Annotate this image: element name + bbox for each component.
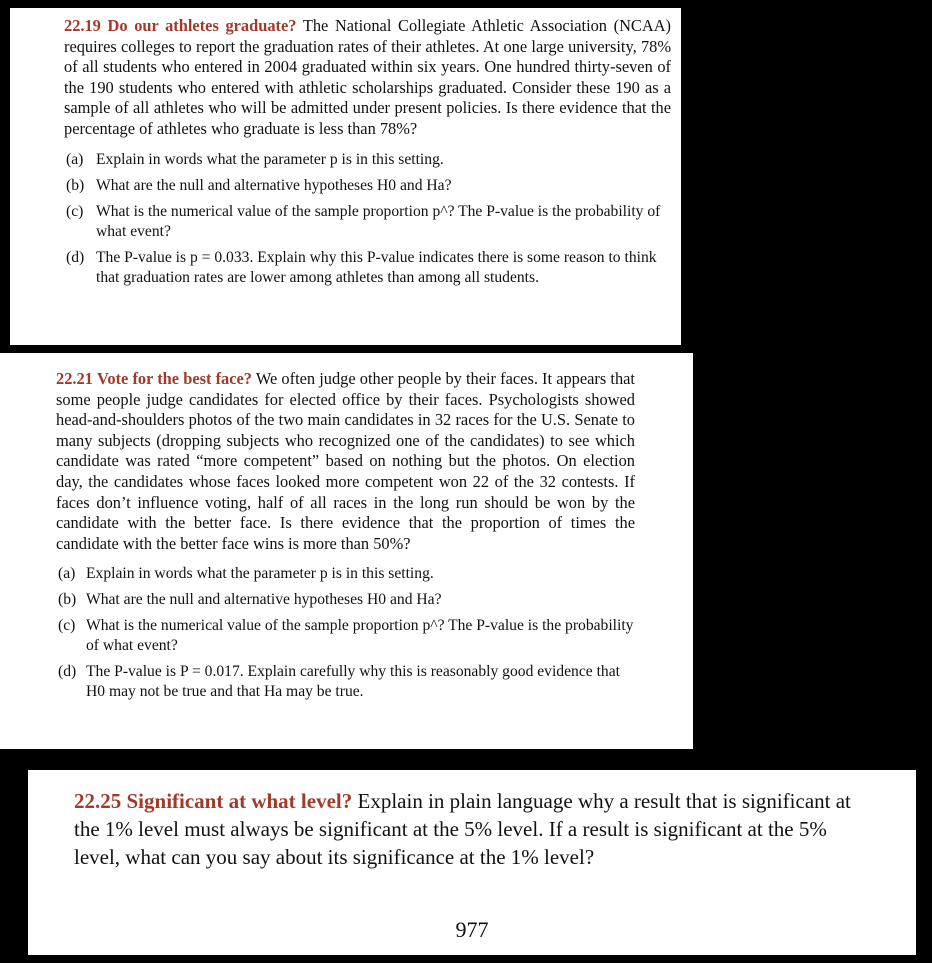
exercise-title: Do our athletes graduate? <box>107 16 297 35</box>
exercise-stem <box>74 787 876 871</box>
exercise-parts <box>58 564 635 702</box>
part-a <box>66 150 671 170</box>
part-label: (d) <box>66 248 85 266</box>
part-text: What are the null and alternative hypotheses H0 and Ha? <box>86 591 442 609</box>
part-label: (c) <box>58 617 76 635</box>
part-label: (b) <box>58 591 77 609</box>
part-c <box>66 202 671 242</box>
exercise-22-25 <box>28 770 916 955</box>
part-text: What is the numerical value of the sample proportion p^? The P-value is the probability of what event? <box>86 617 634 655</box>
exercise-22-21 <box>0 353 693 749</box>
page-number: 977 <box>455 917 489 942</box>
part-label: (d) <box>58 663 77 681</box>
part-text: What are the null and alternative hypotheses H0 and Ha? <box>96 176 452 194</box>
exercise-22-19 <box>10 8 681 345</box>
part-b <box>66 176 671 196</box>
part-d <box>66 248 671 288</box>
exercise-body: We often judge other people by their faces. It appears that some people judge candidates for elected office by their faces. Psychologists showed head-and-shoulders photos of the two main candidates in 32 races for the U.S. Senate to many subjects (dropping subjects who recognized one of the candidates) to see which candidate was rated “more competent” based on nothing but the photos. On election day, the candidates whose faces looked more competent won 22 of the 32 contests. If faces don’t influence voting, half of all races in the long run should be won by the candidate with the better face. Is there evidence that the proportion of times the candidate with the better face wins is more than 50%? <box>56 369 635 553</box>
exercise-number: 22.25 <box>74 789 122 813</box>
part-a <box>58 564 635 584</box>
exercise-stem <box>64 16 671 140</box>
part-text: The P-value is P = 0.017. Explain carefully why this is reasonably good evidence that H0 may not be true and that Ha may be true. <box>86 663 620 701</box>
part-label: (c) <box>66 202 84 220</box>
exercise-parts <box>66 150 671 288</box>
exercise-body: The National Collegiate Athletic Association (NCAA) requires colleges to report the graduation rates of their athletes. At one large university, 78% of all students who entered in 2004 graduated within six years. One hundred thirty-seven of the 190 students who entered with athletic scholarships graduated. Consider these 190 as a sample of all athletes who will be admitted under present policies. Is there evidence that the percentage of athletes who graduate is less than 78%? <box>64 16 671 138</box>
exercise-title: Vote for the best face? <box>97 369 252 388</box>
part-c <box>58 616 635 656</box>
exercise-number: 22.19 <box>64 16 101 35</box>
part-text: The P-value is p = 0.033. Explain why this P-value indicates there is some reason to think that graduation rates are lower among athletes than among all students. <box>96 248 657 286</box>
exercise-number: 22.21 <box>56 369 93 388</box>
part-label: (b) <box>66 176 85 194</box>
part-label: (a) <box>58 565 76 583</box>
part-text: Explain in words what the parameter p is in this setting. <box>86 565 434 583</box>
part-b <box>58 590 635 610</box>
part-label: (a) <box>66 150 84 168</box>
part-text: What is the numerical value of the sample proportion p^? The P-value is the probability of what event? <box>96 202 661 240</box>
exercise-body: Explain in plain language why a result that is significant at the 1% level must always be significant at the 5% level. If a result is significant at the 5% level, what can you say about its significance at the 1% level? <box>74 789 851 869</box>
part-d <box>58 662 635 702</box>
part-text: Explain in words what the parameter p is in this setting. <box>96 150 444 168</box>
exercise-title: Significant at what level? <box>126 789 353 813</box>
exercise-stem <box>56 369 635 554</box>
